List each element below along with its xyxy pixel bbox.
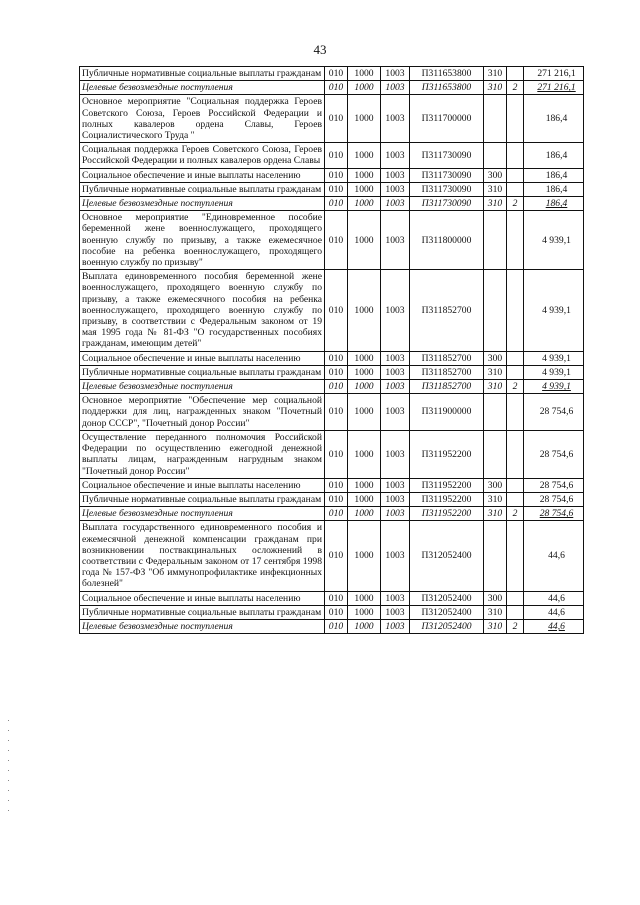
table-row bbox=[80, 478, 584, 492]
amount-cell: 186,4 bbox=[524, 168, 584, 182]
amount-cell: 44,6 bbox=[524, 619, 584, 633]
section-code-cell: 1000 bbox=[348, 619, 381, 633]
amount-cell: 28 754,6 bbox=[524, 394, 584, 431]
table-row bbox=[80, 394, 584, 431]
subsection-code-cell: 1003 bbox=[381, 95, 410, 143]
ministry-code-cell: 010 bbox=[325, 521, 348, 591]
expense-type-cell bbox=[484, 143, 507, 168]
ministry-code-cell: 010 bbox=[325, 197, 348, 211]
row-name-cell: Основное мероприятие "Обеспечение мер социальной поддержки для лиц, награжденных знаком "Почетный донор СССР", "Почетный донор России" bbox=[80, 394, 325, 431]
amount-cell: 186,4 bbox=[524, 182, 584, 196]
funding-source-cell bbox=[507, 521, 524, 591]
amount-cell: 271 216,1 bbox=[524, 67, 584, 81]
table-row bbox=[80, 591, 584, 605]
expense-type-cell bbox=[484, 430, 507, 478]
row-name-cell: Социальное обеспечение и иные выплаты населению bbox=[80, 351, 325, 365]
ministry-code-cell: 010 bbox=[325, 605, 348, 619]
expense-type-cell: 310 bbox=[484, 197, 507, 211]
budget-table-body bbox=[80, 67, 584, 634]
row-name-cell: Осуществление переданного полномочия Российской Федерации по осуществлению ежегодной денежной выплаты лицам, награжденным нагрудным знаком "Почетный донор России" bbox=[80, 430, 325, 478]
row-name-cell: Целевые безвозмездные поступления bbox=[80, 619, 325, 633]
funding-source-cell: 2 bbox=[507, 619, 524, 633]
table-row bbox=[80, 143, 584, 168]
row-name-cell: Основное мероприятие "Единовременное пособие беременной жене военнослужащего, проходящего военную службу по призыву, а также ежемесячное пособие на ребенка военнослужащего, проходящего военную службу по призыву" bbox=[80, 211, 325, 270]
section-code-cell: 1000 bbox=[348, 95, 381, 143]
section-code-cell: 1000 bbox=[348, 211, 381, 270]
row-name-cell: Социальное обеспечение и иные выплаты населению bbox=[80, 591, 325, 605]
amount-cell: 4 939,1 bbox=[524, 211, 584, 270]
amount-cell: 28 754,6 bbox=[524, 478, 584, 492]
table-row-target-receipts bbox=[80, 507, 584, 521]
table-row bbox=[80, 67, 584, 81]
expense-type-cell bbox=[484, 211, 507, 270]
section-code-cell: 1000 bbox=[348, 430, 381, 478]
table-row bbox=[80, 270, 584, 351]
target-article-cell: П311730090 bbox=[410, 197, 484, 211]
ministry-code-cell: 010 bbox=[325, 591, 348, 605]
ministry-code-cell: 010 bbox=[325, 365, 348, 379]
target-article-cell: П311852700 bbox=[410, 365, 484, 379]
table-row bbox=[80, 168, 584, 182]
subsection-code-cell: 1003 bbox=[381, 591, 410, 605]
section-code-cell: 1000 bbox=[348, 394, 381, 431]
section-code-cell: 1000 bbox=[348, 605, 381, 619]
table-row-target-receipts bbox=[80, 81, 584, 95]
amount-cell: 44,6 bbox=[524, 591, 584, 605]
funding-source-cell: 2 bbox=[507, 197, 524, 211]
target-article-cell: П311852700 bbox=[410, 270, 484, 351]
subsection-code-cell: 1003 bbox=[381, 67, 410, 81]
table-row bbox=[80, 521, 584, 591]
ministry-code-cell: 010 bbox=[325, 95, 348, 143]
section-code-cell: 1000 bbox=[348, 197, 381, 211]
funding-source-cell bbox=[507, 67, 524, 81]
expense-type-cell: 300 bbox=[484, 168, 507, 182]
target-article-cell: П311730090 bbox=[410, 143, 484, 168]
expense-type-cell: 310 bbox=[484, 619, 507, 633]
table-row bbox=[80, 182, 584, 196]
section-code-cell: 1000 bbox=[348, 351, 381, 365]
target-article-cell: П311852700 bbox=[410, 380, 484, 394]
ministry-code-cell: 010 bbox=[325, 67, 348, 81]
row-name-cell: Целевые безвозмездные поступления bbox=[80, 81, 325, 95]
expense-type-cell: 300 bbox=[484, 478, 507, 492]
section-code-cell: 1000 bbox=[348, 591, 381, 605]
subsection-code-cell: 1003 bbox=[381, 430, 410, 478]
expense-type-cell bbox=[484, 394, 507, 431]
amount-cell: 44,6 bbox=[524, 605, 584, 619]
table-row bbox=[80, 95, 584, 143]
ministry-code-cell: 010 bbox=[325, 168, 348, 182]
target-article-cell: П311653800 bbox=[410, 67, 484, 81]
funding-source-cell bbox=[507, 95, 524, 143]
subsection-code-cell: 1003 bbox=[381, 81, 410, 95]
section-code-cell: 1000 bbox=[348, 521, 381, 591]
ministry-code-cell: 010 bbox=[325, 211, 348, 270]
section-code-cell: 1000 bbox=[348, 81, 381, 95]
expense-type-cell: 310 bbox=[484, 380, 507, 394]
target-article-cell: П311952200 bbox=[410, 492, 484, 506]
section-code-cell: 1000 bbox=[348, 507, 381, 521]
amount-cell: 28 754,6 bbox=[524, 492, 584, 506]
table-row bbox=[80, 211, 584, 270]
table-row-target-receipts bbox=[80, 619, 584, 633]
row-name-cell: Основное мероприятие "Социальная поддержка Героев Советского Союза, Героев Российской Федерации и полных кавалеров ордена Славы, Героев Социалистического Труда " bbox=[80, 95, 325, 143]
ministry-code-cell: 010 bbox=[325, 143, 348, 168]
row-name-cell: Выплата единовременного пособия беременной жене военнослужащего, проходящего военную службу по призыву, а также ежемесячного пособия на ребенка военнослужащего, проходящего военную службу по призыву, в соответствии с Федеральным законом от 19 мая 1995 года № 81-ФЗ "О государственных пособиях гражданам, имеющим детей" bbox=[80, 270, 325, 351]
funding-source-cell bbox=[507, 168, 524, 182]
subsection-code-cell: 1003 bbox=[381, 478, 410, 492]
section-code-cell: 1000 bbox=[348, 492, 381, 506]
ministry-code-cell: 010 bbox=[325, 182, 348, 196]
section-code-cell: 1000 bbox=[348, 270, 381, 351]
section-code-cell: 1000 bbox=[348, 365, 381, 379]
section-code-cell: 1000 bbox=[348, 182, 381, 196]
row-name-cell: Публичные нормативные социальные выплаты гражданам bbox=[80, 182, 325, 196]
row-name-cell: Публичные нормативные социальные выплаты гражданам bbox=[80, 365, 325, 379]
amount-cell: 28 754,6 bbox=[524, 430, 584, 478]
expense-type-cell: 310 bbox=[484, 605, 507, 619]
expense-type-cell: 300 bbox=[484, 351, 507, 365]
expense-type-cell bbox=[484, 95, 507, 143]
funding-source-cell bbox=[507, 492, 524, 506]
expense-type-cell: 300 bbox=[484, 591, 507, 605]
subsection-code-cell: 1003 bbox=[381, 521, 410, 591]
expense-type-cell: 310 bbox=[484, 182, 507, 196]
amount-cell: 4 939,1 bbox=[524, 351, 584, 365]
funding-source-cell: 2 bbox=[507, 380, 524, 394]
subsection-code-cell: 1003 bbox=[381, 270, 410, 351]
amount-cell: 4 939,1 bbox=[524, 380, 584, 394]
ministry-code-cell: 010 bbox=[325, 507, 348, 521]
expense-type-cell: 310 bbox=[484, 81, 507, 95]
section-code-cell: 1000 bbox=[348, 380, 381, 394]
ministry-code-cell: 010 bbox=[325, 81, 348, 95]
subsection-code-cell: 1003 bbox=[381, 211, 410, 270]
subsection-code-cell: 1003 bbox=[381, 619, 410, 633]
subsection-code-cell: 1003 bbox=[381, 365, 410, 379]
row-name-cell: Социальное обеспечение и иные выплаты населению bbox=[80, 478, 325, 492]
subsection-code-cell: 1003 bbox=[381, 351, 410, 365]
ministry-code-cell: 010 bbox=[325, 478, 348, 492]
target-article-cell: П311852700 bbox=[410, 351, 484, 365]
target-article-cell: П311800000 bbox=[410, 211, 484, 270]
expense-type-cell: 310 bbox=[484, 492, 507, 506]
row-name-cell: Целевые безвозмездные поступления bbox=[80, 507, 325, 521]
row-name-cell: Социальное обеспечение и иные выплаты населению bbox=[80, 168, 325, 182]
subsection-code-cell: 1003 bbox=[381, 143, 410, 168]
funding-source-cell bbox=[507, 365, 524, 379]
table-row-target-receipts bbox=[80, 380, 584, 394]
row-name-cell: Публичные нормативные социальные выплаты гражданам bbox=[80, 67, 325, 81]
ministry-code-cell: 010 bbox=[325, 619, 348, 633]
subsection-code-cell: 1003 bbox=[381, 168, 410, 182]
ministry-code-cell: 010 bbox=[325, 351, 348, 365]
ministry-code-cell: 010 bbox=[325, 492, 348, 506]
funding-source-cell bbox=[507, 591, 524, 605]
subsection-code-cell: 1003 bbox=[381, 182, 410, 196]
budget-table bbox=[79, 66, 584, 634]
expense-type-cell bbox=[484, 521, 507, 591]
amount-cell: 186,4 bbox=[524, 197, 584, 211]
funding-source-cell bbox=[507, 394, 524, 431]
subsection-code-cell: 1003 bbox=[381, 605, 410, 619]
subsection-code-cell: 1003 bbox=[381, 380, 410, 394]
funding-source-cell: 2 bbox=[507, 81, 524, 95]
funding-source-cell bbox=[507, 182, 524, 196]
target-article-cell: П311700000 bbox=[410, 95, 484, 143]
scan-margin-marks bbox=[8, 720, 10, 820]
section-code-cell: 1000 bbox=[348, 143, 381, 168]
expense-type-cell: 310 bbox=[484, 365, 507, 379]
ministry-code-cell: 010 bbox=[325, 270, 348, 351]
funding-source-cell bbox=[507, 605, 524, 619]
amount-cell: 4 939,1 bbox=[524, 365, 584, 379]
expense-type-cell: 310 bbox=[484, 67, 507, 81]
target-article-cell: П311653800 bbox=[410, 81, 484, 95]
funding-source-cell bbox=[507, 143, 524, 168]
subsection-code-cell: 1003 bbox=[381, 507, 410, 521]
funding-source-cell bbox=[507, 430, 524, 478]
funding-source-cell bbox=[507, 211, 524, 270]
target-article-cell: П311900000 bbox=[410, 394, 484, 431]
target-article-cell: П311952200 bbox=[410, 430, 484, 478]
target-article-cell: П311952200 bbox=[410, 478, 484, 492]
row-name-cell: Публичные нормативные социальные выплаты гражданам bbox=[80, 605, 325, 619]
ministry-code-cell: 010 bbox=[325, 394, 348, 431]
table-row bbox=[80, 430, 584, 478]
target-article-cell: П312052400 bbox=[410, 521, 484, 591]
section-code-cell: 1000 bbox=[348, 67, 381, 81]
funding-source-cell bbox=[507, 270, 524, 351]
table-row bbox=[80, 365, 584, 379]
target-article-cell: П312052400 bbox=[410, 605, 484, 619]
funding-source-cell bbox=[507, 351, 524, 365]
row-name-cell: Социальная поддержка Героев Советского Союза, Героев Российской Федерации и полных кавалеров ордена Славы bbox=[80, 143, 325, 168]
section-code-cell: 1000 bbox=[348, 478, 381, 492]
target-article-cell: П312052400 bbox=[410, 591, 484, 605]
table-row-target-receipts bbox=[80, 197, 584, 211]
amount-cell: 28 754,6 bbox=[524, 507, 584, 521]
amount-cell: 4 939,1 bbox=[524, 270, 584, 351]
page-number: 43 bbox=[313, 42, 327, 57]
funding-source-cell: 2 bbox=[507, 507, 524, 521]
expense-type-cell: 310 bbox=[484, 507, 507, 521]
ministry-code-cell: 010 bbox=[325, 380, 348, 394]
table-row bbox=[80, 351, 584, 365]
amount-cell: 44,6 bbox=[524, 521, 584, 591]
subsection-code-cell: 1003 bbox=[381, 197, 410, 211]
target-article-cell: П311730090 bbox=[410, 168, 484, 182]
subsection-code-cell: 1003 bbox=[381, 394, 410, 431]
amount-cell: 186,4 bbox=[524, 143, 584, 168]
target-article-cell: П311730090 bbox=[410, 182, 484, 196]
table-row bbox=[80, 605, 584, 619]
section-code-cell: 1000 bbox=[348, 168, 381, 182]
row-name-cell: Публичные нормативные социальные выплаты гражданам bbox=[80, 492, 325, 506]
expense-type-cell bbox=[484, 270, 507, 351]
target-article-cell: П311952200 bbox=[410, 507, 484, 521]
table-row bbox=[80, 492, 584, 506]
target-article-cell: П312052400 bbox=[410, 619, 484, 633]
row-name-cell: Целевые безвозмездные поступления bbox=[80, 380, 325, 394]
row-name-cell: Выплата государственного единовременного пособия и ежемесячной денежной компенсации гражданам при возникновении поствакцинальных осложнений в соответствии с Федеральным законом от 17 сентября 1998 года № 157-ФЗ "Об иммунопрофилактике инфекционных болезней" bbox=[80, 521, 325, 591]
funding-source-cell bbox=[507, 478, 524, 492]
amount-cell: 186,4 bbox=[524, 95, 584, 143]
subsection-code-cell: 1003 bbox=[381, 492, 410, 506]
amount-cell: 271 216,1 bbox=[524, 81, 584, 95]
row-name-cell: Целевые безвозмездные поступления bbox=[80, 197, 325, 211]
ministry-code-cell: 010 bbox=[325, 430, 348, 478]
